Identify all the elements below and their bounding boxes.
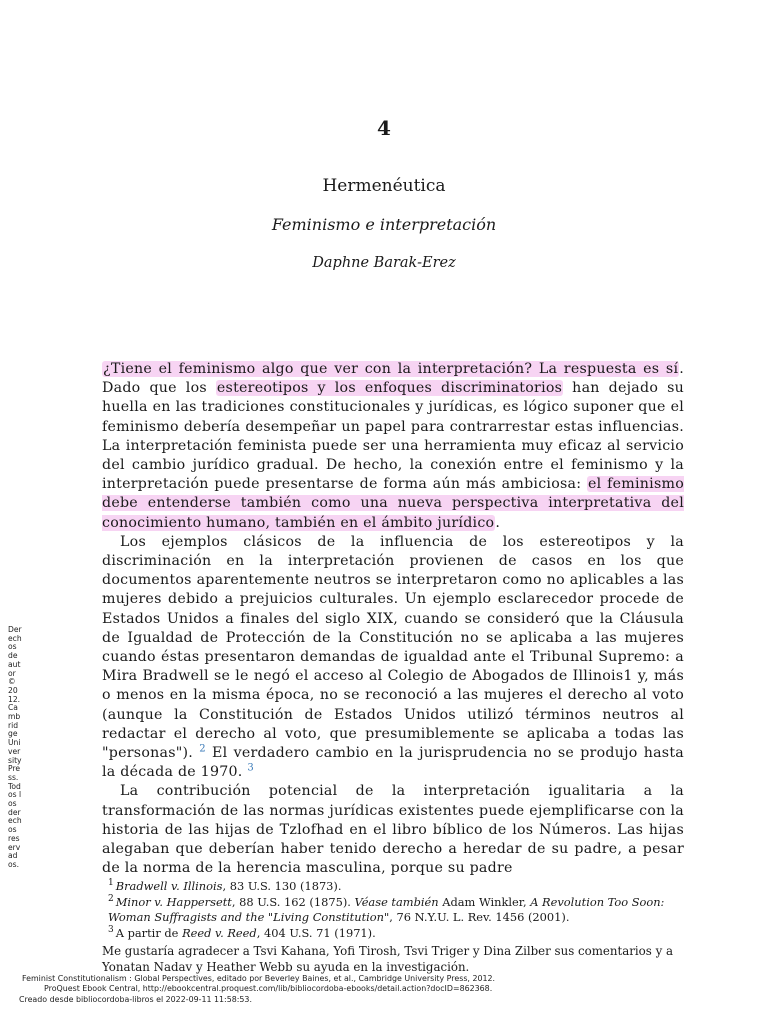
- paragraph-2: [102, 533, 684, 783]
- paragraph-2-text-2: El verdadero cambio en la jurisprudencia no se produjo hasta la década de 1970.: [102, 745, 684, 781]
- paragraph-3-text: La contribución potencial de la interpretación igualitaria a la transformación de las normas jurídicas existentes puede ejemplificarse con la historia de las hijas de Tzlofhad en el libro bíblico de los Números. Las hijas alegaban que deberían haber tenido derecho a heredar de su padre, a pesar de la norma de la herencia masculina, porque su padre: [102, 783, 684, 877]
- paragraph-2-text: Los ejemplos clásicos de la influencia de los estereotipos y la discriminación en la interpretación provienen de casos en los que documentos aparentemente neutros se interpretaron como no aplicables a las mujeres debido a prejuicios culturales. Un ejemplo esclarecedor procede de Estados Unidos a finales del siglo XIX, cuando se consideró que la Cláusula de Igualdad de Protección de la Constitución no se aplicaba a las mujeres cuando éstas presentaron demandas de igualdad ante el Tribunal Supremo: a Mira Bradwell se le negó el acceso al Colegio de Abogados de Illinois1 y, más o menos en la misma época, no se reconoció a las mujeres el derecho al voto (aunque la Constitución de Estados Unidos utilizó términos neutros al redactar el derecho al voto, que presumiblemente se aplicaba a todas las "personas").: [102, 533, 684, 762]
- chapter-subtitle: Feminismo e interpretación: [271, 215, 497, 234]
- chapter-title: Hermenéutica: [322, 176, 446, 196]
- footnote-2-author: Adam Winkler,: [438, 894, 531, 909]
- footnote-3-prefix: A partir de: [115, 925, 183, 940]
- chapter-number: 4: [377, 116, 391, 140]
- copyright-side-stamp: Derechos de autor © 2012. Cambridge University Press. Todos los derechos reservados.: [8, 625, 22, 869]
- source-info-book: Feminist Constitutionalism : Global Perspectives, editado por Beverley Baines, et al., Cambridge University Press, 2012.: [22, 974, 496, 983]
- footnote-1: [102, 879, 692, 895]
- chapter-author: Daphne Barak-Erez: [312, 255, 456, 271]
- footnote-1-number: 1: [108, 878, 114, 889]
- paragraph-1-text-2: han dejado su huella en las tradiciones constitucionales y jurídicas, es lógico suponer que el feminismo debería desempeñar un papel para contrarrestar estas influencias. La interpretación feminista puede ser una herramienta muy eficaz al servicio del cambio jurídico gradual. De hecho, la conexión entre el feminismo y la interpretación puede presentarse de forma aún más ambiciosa:: [102, 380, 685, 493]
- footnote-2-case: Minor v. Happersett: [115, 894, 232, 909]
- paragraph-1: [102, 360, 684, 533]
- paragraph-3: [102, 782, 684, 878]
- paragraph-1-end: .: [495, 514, 501, 531]
- highlight-stereotypes[interactable]: estereotipos y los enfoques discriminatorios: [216, 380, 563, 397]
- footnote-ref-2[interactable]: 2: [199, 743, 206, 755]
- paragraph-1-text: . Dado que los: [102, 361, 684, 397]
- footnote-3: [102, 926, 692, 942]
- footnotes: [102, 879, 692, 976]
- footnote-2-article-title: A Revolution Too Soon: Woman Suffragists and the "Living Constitution": [108, 894, 665, 925]
- source-info-created: Creado desde bibliocordoba-libros el 2022-09-11 11:58:53.: [19, 994, 252, 1004]
- footnote-2-number: 2: [108, 893, 114, 904]
- highlight-feminism-perspective[interactable]: el feminismo debe entenderse también como una nueva perspectiva interpretativa del conocimiento humano, también en el ámbito jurídico: [102, 476, 684, 531]
- footnote-3-number: 3: [108, 924, 114, 935]
- highlight-question[interactable]: ¿Tiene el feminismo algo que ver con la interpretación? La respuesta es sí: [103, 361, 679, 377]
- chapter-body: [102, 360, 684, 878]
- footnote-1-citation: , 83 U.S. 130 (1873).: [222, 879, 342, 893]
- footnote-ref-3[interactable]: 3: [247, 762, 254, 774]
- footnote-2: [102, 895, 692, 926]
- footnote-2-journal: , 76 N.Y.U. L. Rev. 1456 (2001).: [389, 910, 570, 925]
- footnote-1-case: Bradwell v. Illinois: [115, 879, 223, 893]
- footnote-3-case: Reed v. Reed: [182, 925, 257, 940]
- footnote-2-see-also: Véase también: [354, 894, 439, 909]
- source-info: [19, 974, 762, 1005]
- acknowledgements: Me gustaría agradecer a Tsvi Kahana, Yofi Tirosh, Tsvi Triger y Dina Zilber sus comentarios y a Yonatan Nadav y Heather Webb su ayuda en la investigación.: [102, 944, 674, 975]
- footnote-2-citation: , 88 U.S. 162 (1875).: [231, 894, 355, 909]
- footnote-3-citation: , 404 U.S. 71 (1971).: [256, 925, 376, 940]
- source-info-link[interactable]: ProQuest Ebook Central, http://ebookcentral.proquest.com/lib/bibliocordoba-ebooks/detail.action?docID=862368.: [44, 984, 493, 994]
